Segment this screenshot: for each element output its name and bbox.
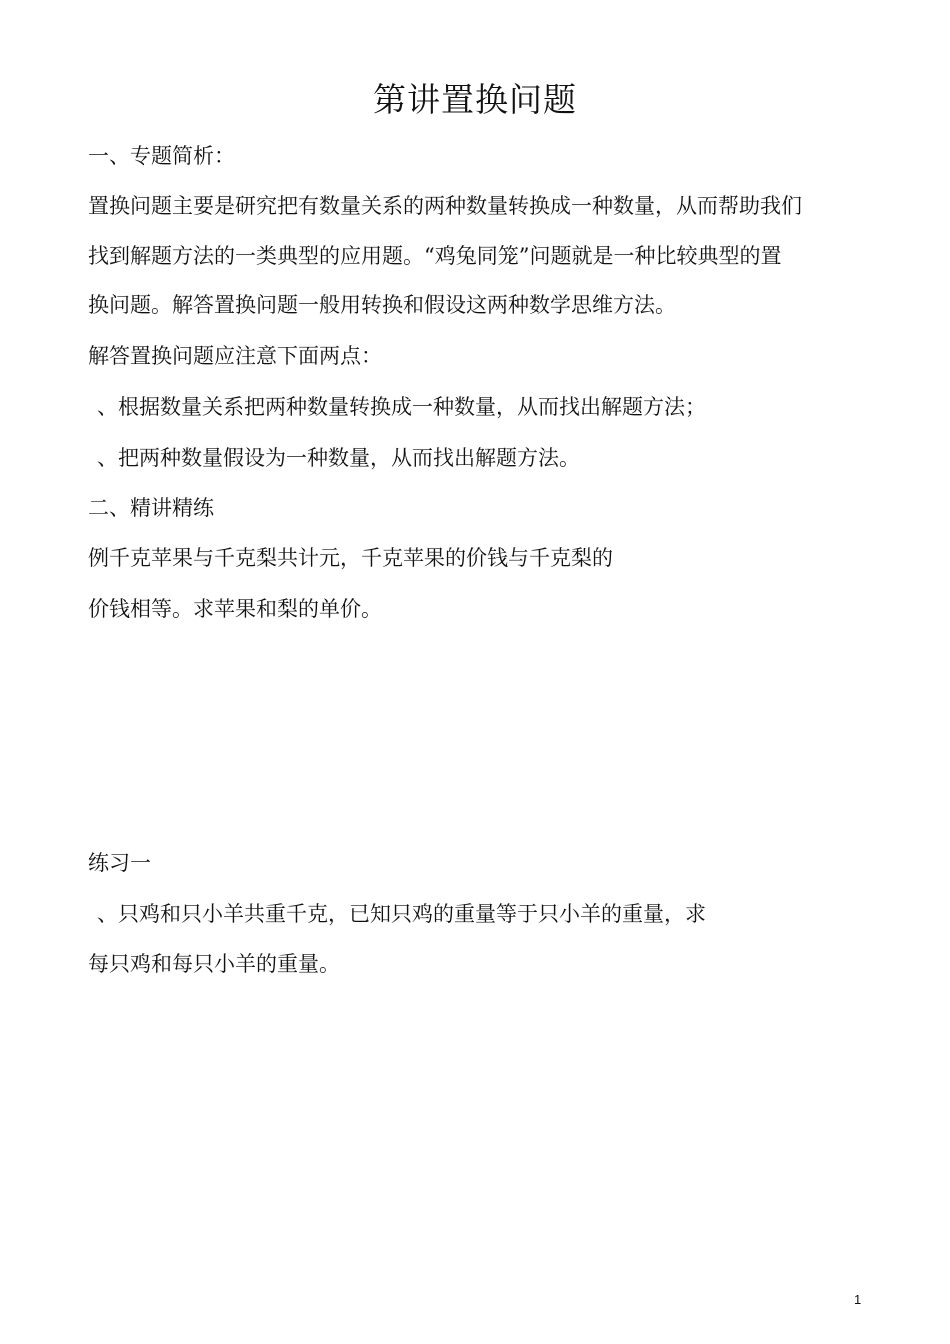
note-point-1: 、根据数量关系把两种数量转换成一种数量，从而找出解题方法； (97, 395, 706, 419)
intro-paragraph-line-1: 置换问题主要是研究把有数量关系的两种数量转换成一种数量，从而帮助我们 (88, 194, 802, 218)
page-number: 1 (854, 1292, 862, 1307)
exercise-question-line-1: 、只鸡和只小羊共重千克，已知只鸡的重量等于只小羊的重量，求 (97, 902, 706, 926)
exercise-heading: 练习一 (88, 851, 151, 875)
intro-paragraph-line-2: 找到解题方法的一类典型的应用题。“鸡兔同笼”问题就是一种比较典型的置 (88, 244, 782, 268)
example-line-1: 例千克苹果与千克梨共计元，千克苹果的价钱与千克梨的 (88, 546, 613, 570)
intro-paragraph-line-3: 换问题。解答置换问题一般用转换和假设这两种数学思维方法。 (88, 293, 676, 317)
notes-heading: 解答置换问题应注意下面两点： (88, 344, 382, 368)
section-heading-practice: 二、精讲精练 (88, 496, 214, 520)
note-point-2: 、把两种数量假设为一种数量，从而找出解题方法。 (97, 446, 580, 470)
exercise-question-line-2: 每只鸡和每只小羊的重量。 (88, 952, 340, 976)
example-line-2: 价钱相等。求苹果和梨的单价。 (88, 597, 382, 621)
section-heading-intro: 一、专题简析： (88, 144, 235, 168)
page-title: 第讲置换问题 (373, 80, 577, 119)
